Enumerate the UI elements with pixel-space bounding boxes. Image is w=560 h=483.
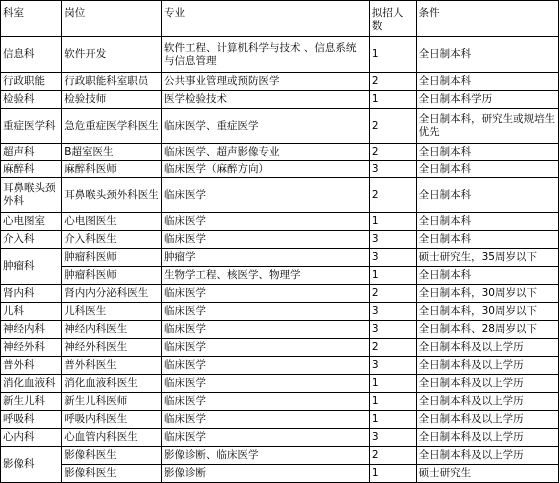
- cell-position: 心血管内科医生: [62, 429, 162, 447]
- cell-dept: 新生儿科: [1, 393, 62, 411]
- cell-count: 2: [369, 339, 416, 357]
- table-row: [1, 213, 559, 231]
- cell-count: 2: [369, 144, 416, 161]
- cell-count: 3: [369, 249, 416, 267]
- cell-condition: 全日制本科及以上学历: [416, 429, 558, 447]
- cell-position: 介入科医生: [62, 231, 162, 249]
- table-row: [1, 303, 559, 321]
- cell-dept: 肿瘤科: [1, 249, 62, 285]
- table-row: [1, 109, 559, 144]
- cell-major: 临床医学: [162, 303, 370, 321]
- cell-position: 急危重症医学科医生: [62, 109, 162, 144]
- cell-count: 1: [369, 411, 416, 429]
- cell-count: 1: [369, 465, 416, 483]
- cell-count: 1: [369, 375, 416, 393]
- cell-position: 影像科医生: [62, 465, 162, 483]
- cell-major: 临床医学: [162, 213, 370, 231]
- cell-major: 临床医学: [162, 429, 370, 447]
- cell-condition: 全日制本科及以上学历: [416, 393, 558, 411]
- table-row: [1, 144, 559, 161]
- table-row: [1, 178, 559, 213]
- table-row: [1, 161, 559, 178]
- cell-position: 心电图医生: [62, 213, 162, 231]
- cell-position: 行政职能科室职员: [62, 73, 162, 91]
- cell-position: 神经外科医生: [62, 339, 162, 357]
- cell-count: 1: [369, 267, 416, 285]
- cell-major: 影像诊断: [162, 465, 370, 483]
- cell-major: 医学检验技术: [162, 91, 370, 109]
- cell-major: 临床医学（麻醉方向）: [162, 161, 370, 178]
- cell-count: 2: [369, 73, 416, 91]
- cell-condition: 全日制本科: [416, 161, 558, 178]
- cell-major: 临床医学、重症医学: [162, 109, 370, 144]
- table-row: [1, 249, 559, 267]
- cell-dept: 心内科: [1, 429, 62, 447]
- header-condition: [416, 1, 558, 37]
- cell-dept: 耳鼻喉头颈外科: [1, 178, 62, 213]
- cell-condition: 全日制本科学历: [416, 91, 558, 109]
- header-major-text: 专业: [164, 7, 186, 19]
- cell-dept: 影像科: [1, 447, 62, 483]
- cell-position: 消化血液科医生: [62, 375, 162, 393]
- cell-major: 肿瘤学: [162, 249, 370, 267]
- header-count-text: 拟招人数: [371, 7, 404, 32]
- cell-condition: 全日制本科: [416, 73, 558, 91]
- cell-condition: 全日制本科: [416, 231, 558, 249]
- cell-condition: 全日制本科，30周岁以下: [416, 285, 558, 303]
- cell-count: 2: [369, 447, 416, 465]
- cell-condition: 全日制本科: [416, 213, 558, 231]
- cell-dept: 普外科: [1, 357, 62, 375]
- cell-position: 检验技师: [62, 91, 162, 109]
- cell-dept: 行政职能: [1, 73, 62, 91]
- cell-count: 3: [369, 429, 416, 447]
- cell-position: 影像科医生: [62, 447, 162, 465]
- cell-condition: 全日制本科: [416, 144, 558, 161]
- cell-position: 普外科医生: [62, 357, 162, 375]
- cell-count: 1: [369, 91, 416, 109]
- cell-count: 3: [369, 303, 416, 321]
- cell-position: B超室医生: [62, 144, 162, 161]
- cell-position: 肿瘤科医师: [62, 249, 162, 267]
- cell-major: 临床医学: [162, 393, 370, 411]
- cell-dept: 消化血液科: [1, 375, 62, 393]
- header-condition-text: 条件: [418, 7, 440, 19]
- cell-condition: 全日制本科及以上学历: [416, 411, 558, 429]
- cell-major: 临床医学: [162, 339, 370, 357]
- cell-condition: 全日制本科及以上学历: [416, 339, 558, 357]
- cell-condition: 全日制本科: [416, 178, 558, 213]
- table-row: [1, 357, 559, 375]
- table-row: [1, 285, 559, 303]
- header-row: [1, 1, 559, 37]
- cell-dept: 肾内科: [1, 285, 62, 303]
- cell-position: 呼吸内科医生: [62, 411, 162, 429]
- table-row: [1, 37, 559, 73]
- table-row: [1, 73, 559, 91]
- cell-major: 临床医学: [162, 231, 370, 249]
- cell-major: 影像诊断、临床医学: [162, 447, 370, 465]
- table-row: [1, 411, 559, 429]
- header-dept-text: 科室: [3, 7, 24, 19]
- cell-dept: 神经内科: [1, 321, 62, 339]
- cell-condition: 全日制本科: [416, 267, 558, 285]
- cell-position: 麻醉科医师: [62, 161, 162, 178]
- cell-dept: 神经外科: [1, 339, 62, 357]
- cell-major: 临床医学: [162, 321, 370, 339]
- cell-condition: 全日制本科及以上学历: [416, 447, 558, 465]
- cell-count: 2: [369, 109, 416, 144]
- cell-count: 1: [369, 393, 416, 411]
- cell-dept: 检验科: [1, 91, 62, 109]
- cell-dept: 信息科: [1, 37, 62, 73]
- cell-dept: 重症医学科: [1, 109, 62, 144]
- cell-count: 2: [369, 285, 416, 303]
- cell-major: 生物学工程、核医学、物理学: [162, 267, 370, 285]
- cell-dept: 介入科: [1, 231, 62, 249]
- cell-position: 新生儿科医师: [62, 393, 162, 411]
- cell-count: 3: [369, 161, 416, 178]
- cell-position: 肿瘤科医师: [62, 267, 162, 285]
- cell-condition: 全日制本科，30周岁以下: [416, 303, 558, 321]
- cell-count: 1: [369, 37, 416, 73]
- table-row: [1, 465, 559, 483]
- cell-condition: 全日制本科: [416, 37, 558, 73]
- cell-major: 临床医学: [162, 178, 370, 213]
- cell-major: 临床医学: [162, 357, 370, 375]
- table-row: [1, 393, 559, 411]
- table-row: [1, 447, 559, 465]
- cell-condition: 硕士研究生，35周岁以下: [416, 249, 558, 267]
- header-count: [369, 1, 416, 37]
- cell-major: 公共事业管理或预防医学: [162, 73, 370, 91]
- table-row: [1, 339, 559, 357]
- cell-count: 2: [369, 178, 416, 213]
- cell-position: 软件开发: [62, 37, 162, 73]
- cell-condition: 全日制本科，研究生或规培生优先: [416, 109, 558, 144]
- cell-position: 儿科医生: [62, 303, 162, 321]
- cell-dept: 麻醉科: [1, 161, 62, 178]
- cell-count: 3: [369, 231, 416, 249]
- cell-condition: 全日制本科、28周岁以下: [416, 321, 558, 339]
- cell-dept: 儿科: [1, 303, 62, 321]
- table-row: [1, 375, 559, 393]
- table-row: [1, 321, 559, 339]
- cell-major: 临床医学: [162, 375, 370, 393]
- header-position: [62, 1, 162, 37]
- header-major: [162, 1, 370, 37]
- cell-count: 1: [369, 213, 416, 231]
- cell-position: 耳鼻喉头颈外科医生: [62, 178, 162, 213]
- cell-count: 3: [369, 321, 416, 339]
- cell-condition: 全日制本科及以上学历: [416, 357, 558, 375]
- header-dept: [1, 1, 62, 37]
- cell-dept: 超声科: [1, 144, 62, 161]
- cell-dept: 心电图室: [1, 213, 62, 231]
- cell-position: 肾内内分泌科医生: [62, 285, 162, 303]
- table-row: [1, 267, 559, 285]
- header-position-text: 岗位: [64, 7, 86, 19]
- cell-condition: 硕士研究生: [416, 465, 558, 483]
- cell-major: 临床医学、超声影像专业: [162, 144, 370, 161]
- cell-major: 临床医学: [162, 285, 370, 303]
- cell-major: 临床医学: [162, 411, 370, 429]
- table-row: [1, 231, 559, 249]
- table-row: [1, 429, 559, 447]
- cell-condition: 全日制本科及以上学历: [416, 375, 558, 393]
- cell-position: 神经内科医生: [62, 321, 162, 339]
- cell-dept: 呼吸科: [1, 411, 62, 429]
- cell-count: 3: [369, 357, 416, 375]
- table-row: [1, 91, 559, 109]
- cell-major: 软件工程、计算机科学与技术 、信息系统与信息管理: [162, 37, 370, 73]
